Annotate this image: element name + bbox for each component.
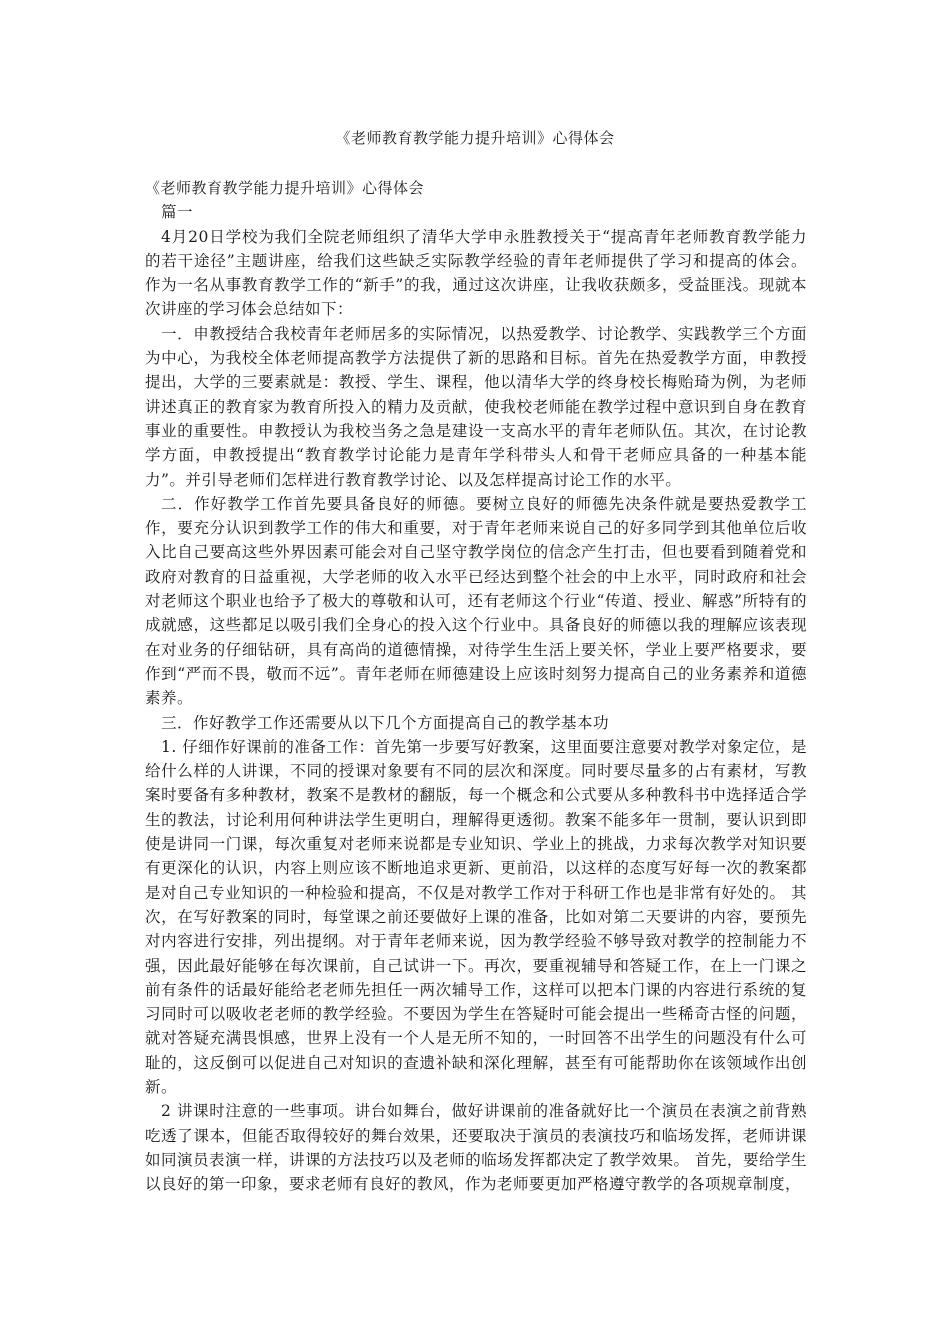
paragraph-point-two: 二．作好教学工作首先要具备良好的师德。要树立良好的师德先决条件就是要热爱教学工作，要充分认识到教学工作的伟大和重要，对于青年老师来说自己的好多同学到其他单位后收入比自己要高这些外界因素可能会对自己坚守教学岗位的信念产生打击，但也要看到随着党和政府对教育的日益重视，大学老师的收入水平已经达到整个社会的中上水平，同时政府和社会对老师这个职业也给予了极大的尊敬和认可，还有老师这个行业“传道、授业、解惑”所特有的成就感，这些都足以吸引我们全身心的投入这个行业中。具备良好的师德以我的理解应该表现在对业务的仔细钻研，具有高尚的道德情操，对待学生生活上要关怀，学业上要严格要求，要作到“严而不畏，敬而不远”。青年老师在师德建设上应该时刻努力提高自己的业务素养和道德素养。 [145,494,807,708]
paragraph-point-one: 一．申教授结合我校青年老师居多的实际情况，以热爱教学、讨论教学、实践教学三个方面为中心，为我校全体老师提高教学方法提供了新的思路和目标。首先在热爱教学方面，申教授提出，大学的三要素就是：教授、学生、课程，他以清华大学的终身校长梅贻琦为例，为老师讲述真正的教育家为教育所投入的精力及贡献，使我校老师能在教学过程中意识到自身在教育事业的重要性。申教授认为我校当务之急是建设一支高水平的青年老师队伍。其次，在讨论教学方面，申教授提出“教育教学讨论能力是青年学科带头人和骨干老师应具备的一种基本能力”。并引导老师们怎样进行教育教学讨论、以及怎样提高讨论工作的水平。 [145,324,807,489]
paragraph-point-three: 三．作好教学工作还需要从以下几个方面提高自己的教学基本功 [161,713,610,732]
paragraph-preparation: 1. 仔细作好课前的准备工作：首先第一步要写好教案，这里面要注意要对教学对象定位，是给什么样的人讲课，不同的授课对象要有不同的层次和深度。同时要尽量多的占有素材，写教案时要备有多种教材，教案不是教材的翻版，每一个概念和公式要从多种教科书中选择适合学生的教法，讨论利用何种讲法学生更明白，理解得更透彻。教案不能多年一贯制，要认识到即使是讲同一门课，每次重复对老师来说都是专业知识、学业上的挑战，力求每次教学对知识要有更深化的认识，内容上则应该不断地追求更新、更前沿，以这样的态度写好每一次的教案都是对自己专业知识的一种检验和提高，不仅是对教学工作对于科研工作也是非常有好处的。 其次，在写好教案的同时，每堂课之前还要做好上课的准备，比如对第二天要讲的内容，要预先对内容进行安排，列出提纲。对于青年老师来说，因为教学经验不够导致对教学的控制能力不强，因此最好能够在每次课前，自己试讲一下。再次，要重视辅导和答疑工作，在上一门课之前有条件的话最好能给老老师先担任一两次辅导工作，这样可以把本门课的内容进行系统的复习同时可以吸收老老师的教学经验。不要因为学生在答疑时可能会提出一些稀奇古怪的问题，就对答疑充满畏惧感，世界上没有一个人是无所不知的，一时回答不出学生的问题没有什么可耻的，这反倒可以促进自己对知识的查遗补缺和深化理解，甚至有可能帮助你在该领域作出创新。 [145,737,807,1096]
paragraph-intro: 4月20日学校为我们全院老师组织了清华大学申永胜教授关于“提高青年老师教育教学能力的若干途径”主题讲座，给我们这些缺乏实际教学经验的青年老师提供了学习和提高的体会。作为一名从事教育教学工作的“新手”的我，通过这次讲座，让我收获颇多，受益匪浅。现就本次讲座的学习体会总结如下： [145,227,807,319]
section-label: 篇一 [161,203,194,222]
document-body [145,176,807,1196]
paragraph-lecturing: 2 讲课时注意的一些事项。讲台如舞台，做好讲课前的准备就好比一个演员在表演之前背熟吃透了课本，但能否取得较好的舞台效果，还要取决于演员的表演技巧和临场发挥，老师讲课如同演员表演一样，讲课的方法技巧以及老师的临场发挥都决定了教学效果。 首先，要给学生以良好的第一印象，要求老师有良好的教风，作为老师要更加严格遵守教学的各项规章制度， [145,1102,807,1194]
document-title: 《老师教育教学能力提升培训》心得体会 [335,129,615,147]
document-subtitle: 《老师教育教学能力提升培训》心得体会 [145,179,425,197]
